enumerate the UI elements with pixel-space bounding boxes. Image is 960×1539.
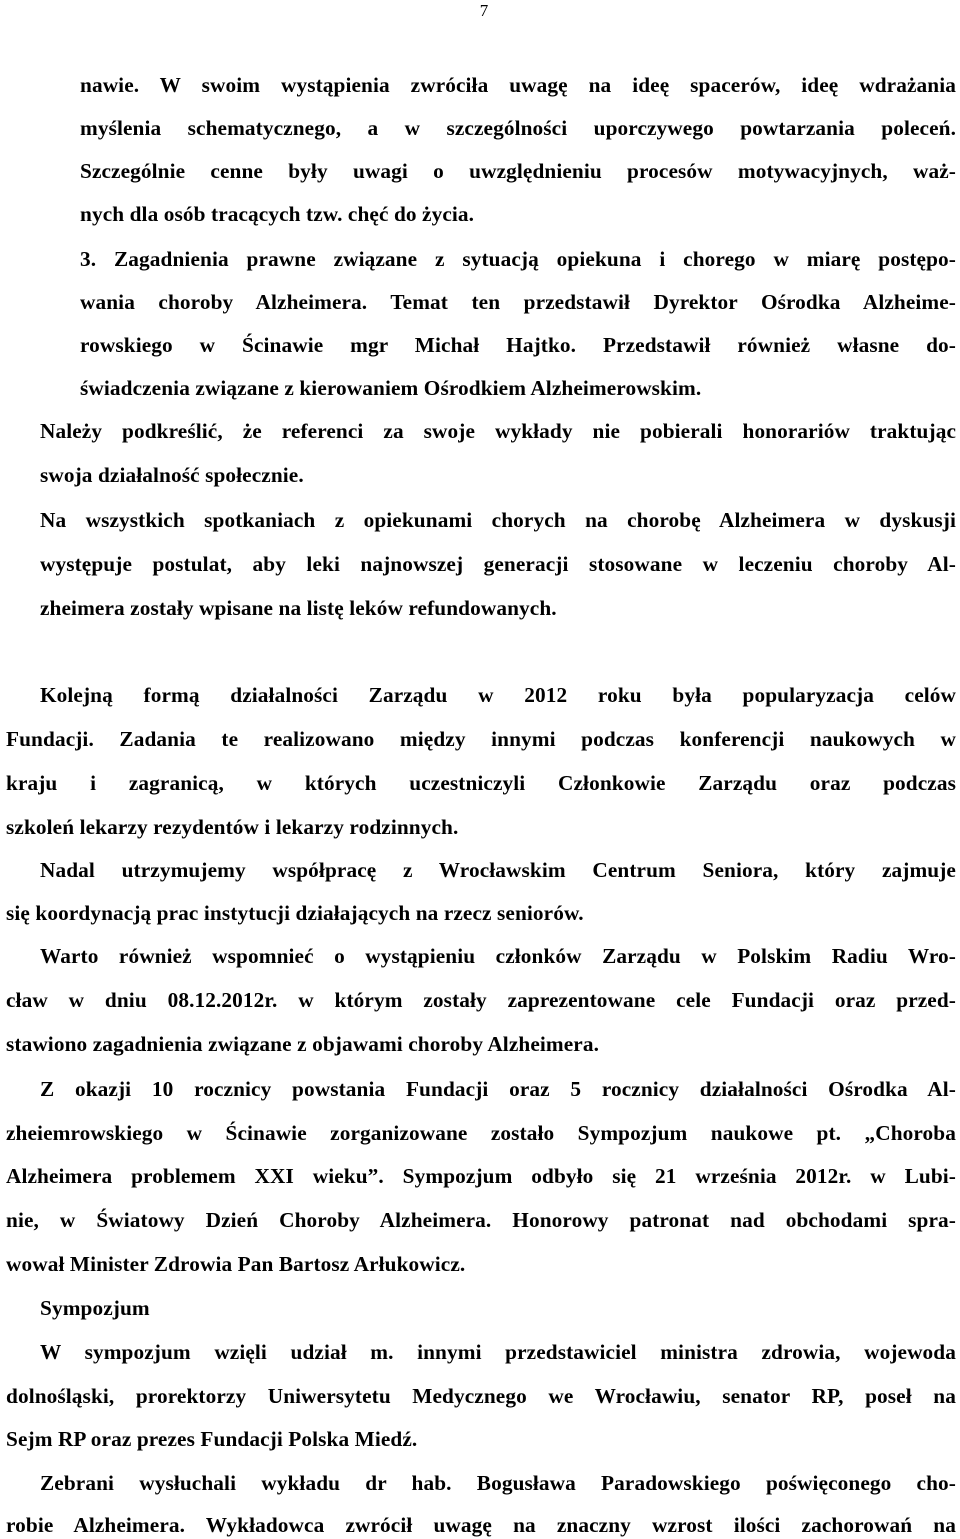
paragraph-line: Na wszystkich spotkaniach z opiekunami chorych na chorobę Alzheimera w dyskusji — [40, 508, 956, 532]
paragraph-line: W sympozjum wzięli udział m. innymi przedstawiciel ministra zdrowia, wojewoda — [40, 1340, 956, 1364]
text-line: nych dla osób tracących tzw. chęć do życia. — [80, 202, 475, 226]
paragraph-line: robie Alzheimera. Wykładowca zwrócił uwagę na znaczny wzrost ilości zachorowań na — [6, 1513, 956, 1537]
paragraph-line: Należy podkreślić, że referenci za swoje wykłady nie pobierali honorariów traktując — [40, 419, 956, 443]
text-line: Szczególnie cenne były uwagi o uwzględnieniu procesów motywacyjnych, waż- — [80, 159, 956, 183]
paragraph-line: Warto również wspomnieć o wystąpieniu członków Zarządu w Polskim Radiu Wro- — [40, 944, 956, 968]
paragraph-line: kraju i zagranicą, w których uczestniczyli Członkowie Zarządu oraz podczas — [6, 771, 956, 795]
paragraph-line: dolnośląski, prorektorzy Uniwersytetu Medycznego we Wrocławiu, senator RP, poseł na — [6, 1384, 956, 1408]
paragraph-line: stawiono zagadnienia związane z objawami choroby Alzheimera. — [6, 1032, 600, 1056]
paragraph-line: swoja działalność społecznie. — [40, 463, 304, 487]
paragraph-line: Alzheimera problemem XXI wieku”. Sympozjum odbyło się 21 września 2012r. w Lubi- — [6, 1164, 956, 1188]
list-item-3-line: 3. Zagadnienia prawne związane z sytuacją opiekuna i chorego w miarę postępo- — [80, 247, 956, 271]
paragraph-line: Sejm RP oraz prezes Fundacji Polska Miedź. — [6, 1427, 418, 1451]
text-line: nawie. W swoim wystąpienia zwróciła uwagę na ideę spacerów, ideę wdrażania — [80, 73, 956, 97]
paragraph-line: zheiemrowskiego w Ścinawie zorganizowane zostało Sympozjum naukowe pt. „Choroba — [6, 1121, 956, 1145]
paragraph-line: zheimera zostały wpisane na listę leków refundowanych. — [40, 596, 557, 620]
list-item-3-line: wania choroby Alzheimera. Temat ten przedstawił Dyrektor Ośrodka Alzheime- — [80, 290, 956, 314]
paragraph-line: wował Minister Zdrowia Pan Bartosz Arłukowicz. — [6, 1252, 466, 1276]
list-item-3-line: świadczenia związane z kierowaniem Ośrodkiem Alzheimerowskim. — [80, 376, 702, 400]
paragraph-line: się koordynacją prac instytucji działających na rzecz seniorów. — [6, 901, 584, 925]
section-heading-sympozjum: Sympozjum — [40, 1296, 150, 1320]
paragraph-line: Zebrani wysłuchali wykładu dr hab. Bogusława Paradowskiego poświęconego cho- — [40, 1471, 956, 1495]
paragraph-line: nie, w Światowy Dzień Choroby Alzheimera. Honorowy patronat nad obchodami spra- — [6, 1208, 956, 1232]
paragraph-line: występuje postulat, aby leki najnowszej generacji stosowane w leczeniu choroby Al- — [40, 552, 956, 576]
page-number: 7 — [479, 1, 489, 20]
paragraph-line: Z okazji 10 rocznicy powstania Fundacji oraz 5 rocznicy działalności Ośrodka Al- — [40, 1077, 956, 1101]
paragraph-line: Nadal utrzymujemy współpracę z Wrocławskim Centrum Seniora, który zajmuje — [40, 858, 956, 882]
text-line: myślenia schematycznego, a w szczególności uporczywego powtarzania poleceń. — [80, 116, 956, 140]
list-item-3-line: rowskiego w Ścinawie mgr Michał Hajtko. Przedstawił również własne do- — [80, 333, 956, 357]
paragraph-line: Fundacji. Zadania te realizowano między innymi podczas konferencji naukowych w — [6, 727, 956, 751]
paragraph-line: Kolejną formą działalności Zarządu w 2012 roku była popularyzacja celów — [40, 683, 956, 707]
paragraph-line: cław w dniu 08.12.2012r. w którym zostały zaprezentowane cele Fundacji oraz przed- — [6, 988, 956, 1012]
paragraph-line: szkoleń lekarzy rezydentów i lekarzy rodzinnych. — [6, 815, 459, 839]
